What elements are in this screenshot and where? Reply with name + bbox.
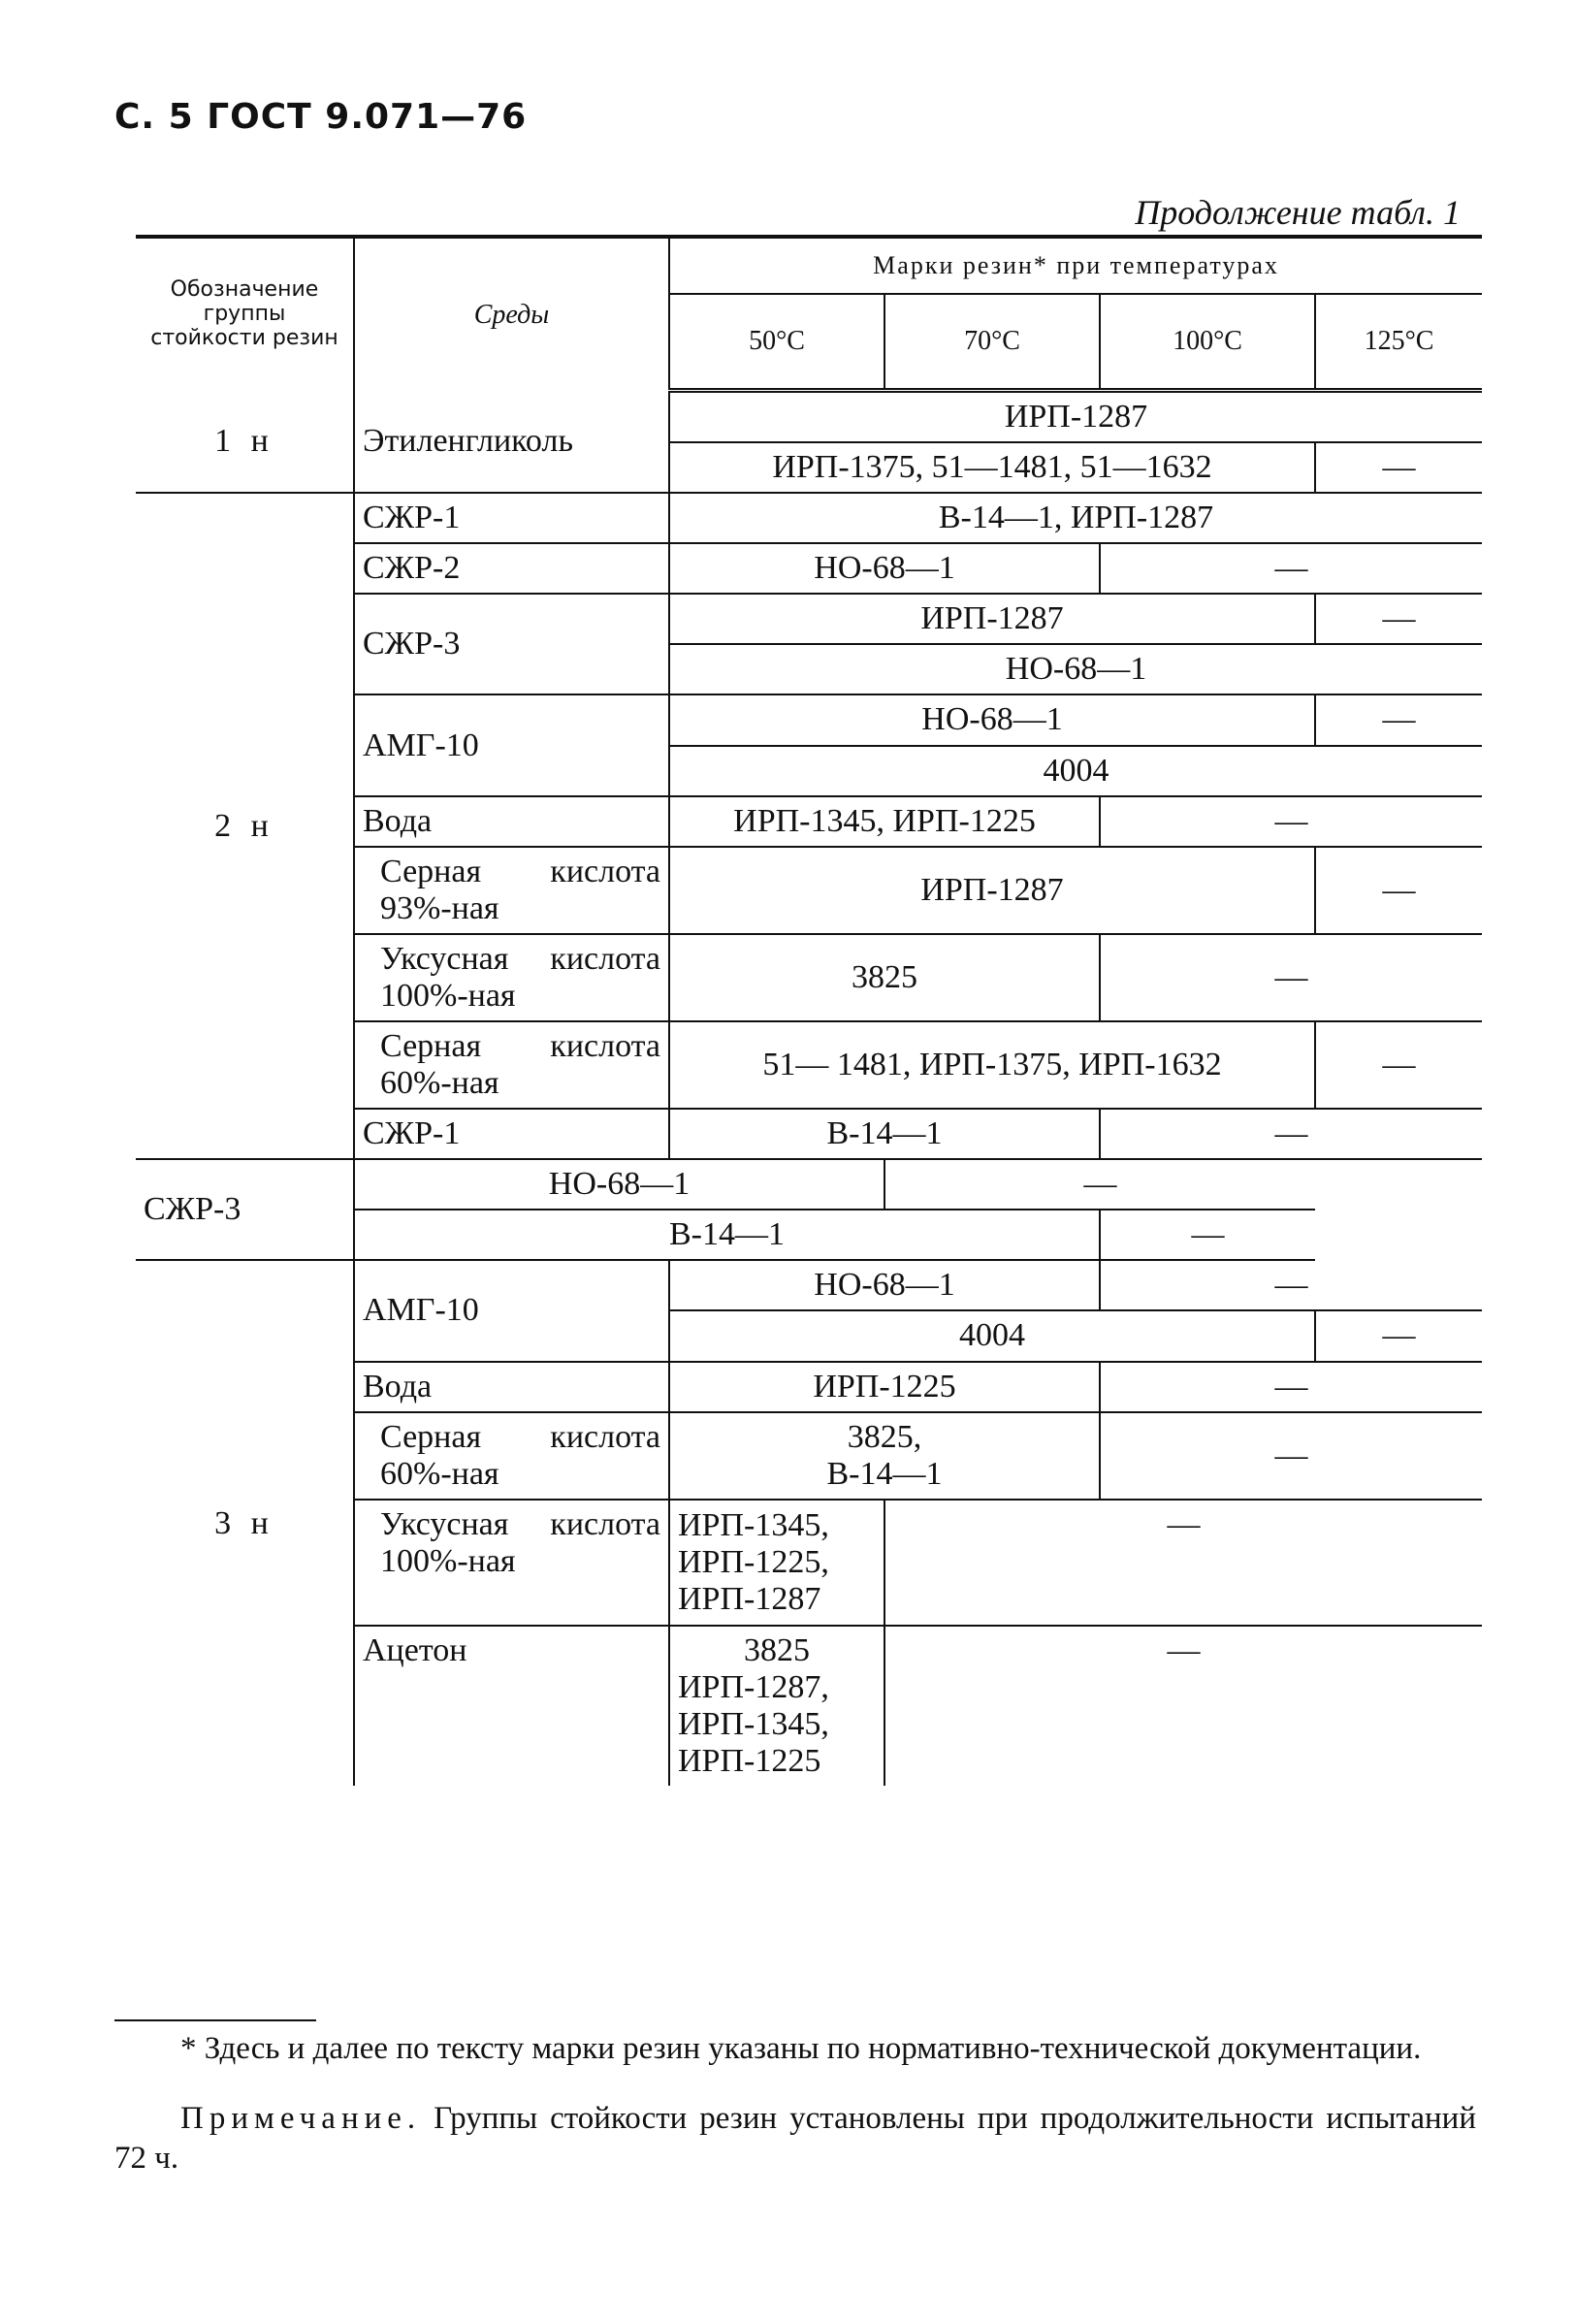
value-cell: В-14—1 bbox=[354, 1210, 1100, 1260]
rubber-resistance-table bbox=[136, 235, 1482, 1786]
medium-cell: СЖР-2 bbox=[354, 543, 669, 594]
value-cell: НО-68—1 bbox=[669, 644, 1482, 694]
dash-cell: — bbox=[1315, 847, 1482, 934]
medium-cell: СЖР-1 bbox=[354, 493, 669, 543]
value-line: ИРП-1345, bbox=[678, 1705, 829, 1742]
medium-cell: Этиленгликоль bbox=[354, 391, 669, 494]
value-line: В-14—1 bbox=[826, 1455, 943, 1492]
note-text: Группы стойкости резин установлены при продолжительности испытаний 72 ч. bbox=[114, 2101, 1476, 2177]
medium-cell: АМГ-10 bbox=[354, 1260, 669, 1361]
value-cell bbox=[669, 1500, 884, 1626]
value-cell: В-14—1 bbox=[669, 1109, 1100, 1159]
value-line: ИРП-1225 bbox=[678, 1743, 821, 1780]
value-cell: ИРП-1225 bbox=[669, 1362, 1100, 1412]
dash-cell: — bbox=[884, 1500, 1482, 1626]
value-cell: 4004 bbox=[669, 1310, 1315, 1361]
dash-cell: — bbox=[1315, 1310, 1482, 1361]
header-media: Среды bbox=[354, 237, 669, 391]
value-cell bbox=[669, 1412, 1100, 1500]
table-caption: Продолжение табл. 1 bbox=[1135, 193, 1461, 232]
header-temp-125: 125°С bbox=[1315, 294, 1482, 391]
group-2n: 2 н bbox=[136, 493, 354, 1159]
header-temp-100: 100°С bbox=[1100, 294, 1315, 391]
value-line: 3825 bbox=[744, 1631, 810, 1668]
note-label: Примечание. bbox=[180, 2101, 422, 2136]
value-cell bbox=[669, 1626, 884, 1786]
value-cell: 4004 bbox=[669, 746, 1482, 796]
value-line: 3825, bbox=[847, 1418, 922, 1455]
medium-cell: СЖР-3 bbox=[354, 594, 669, 694]
note bbox=[114, 2099, 1476, 2179]
medium-cell: Ацетон bbox=[354, 1626, 669, 1786]
header-temp-50: 50°С bbox=[669, 294, 884, 391]
value-line: ИРП-1345, bbox=[678, 1506, 829, 1543]
medium-cell: Вода bbox=[354, 796, 669, 847]
table-row bbox=[136, 391, 1482, 443]
medium-cell: СЖР-3 bbox=[136, 1159, 354, 1260]
dash-cell: — bbox=[1100, 1260, 1482, 1310]
value-line: ИРП-1287, bbox=[678, 1668, 829, 1705]
value-cell: 51— 1481, ИРП-1375, ИРП-1632 bbox=[669, 1021, 1315, 1109]
medium-cell: АМГ-10 bbox=[354, 694, 669, 795]
value-cell: НО-68—1 bbox=[669, 543, 1100, 594]
medium-cell: Вода bbox=[354, 1362, 669, 1412]
value-cell: ИРП-1287 bbox=[669, 391, 1482, 443]
header-marks: Марки резин* при температурах bbox=[669, 237, 1482, 294]
dash-cell: — bbox=[884, 1626, 1482, 1786]
dash-cell: — bbox=[1100, 796, 1482, 847]
group-1n: 1 н bbox=[136, 391, 354, 494]
page-header: С. 5 ГОСТ 9.071—76 bbox=[114, 97, 528, 137]
group-3n: 3 н bbox=[136, 1260, 354, 1786]
footnote-rule bbox=[114, 2019, 316, 2021]
value-line: ИРП-1225, bbox=[678, 1543, 829, 1580]
table-row bbox=[136, 1260, 1482, 1310]
table-row bbox=[136, 493, 1482, 543]
footnote: * Здесь и далее по тексту марки резин указаны по нормативно-технической документации. bbox=[180, 2031, 1422, 2066]
header-group: Обозначение группы стойкости резин bbox=[136, 237, 354, 391]
dash-cell: — bbox=[1315, 694, 1482, 745]
dash-cell: — bbox=[1100, 543, 1482, 594]
value-cell: ИРП-1287 bbox=[669, 594, 1315, 644]
value-cell: ИРП-1287 bbox=[669, 847, 1315, 934]
table-row bbox=[136, 1159, 1482, 1210]
medium-cell: СЖР-1 bbox=[354, 1109, 669, 1159]
dash-cell: — bbox=[1100, 1109, 1482, 1159]
dash-cell: — bbox=[1315, 594, 1482, 644]
value-cell: ИРП-1375, 51—1481, 51—1632 bbox=[669, 442, 1315, 493]
medium-cell: Серная кислота 60%-ная bbox=[354, 1412, 669, 1500]
dash-cell: — bbox=[1315, 442, 1482, 493]
dash-cell: — bbox=[1100, 1210, 1315, 1260]
value-cell: В-14—1, ИРП-1287 bbox=[669, 493, 1482, 543]
value-cell: НО-68—1 bbox=[669, 1260, 1100, 1310]
value-cell: 3825 bbox=[669, 934, 1100, 1021]
dash-cell: — bbox=[1100, 934, 1482, 1021]
value-cell: НО-68—1 bbox=[669, 694, 1315, 745]
value-line: ИРП-1287 bbox=[678, 1580, 821, 1617]
dash-cell: — bbox=[1315, 1021, 1482, 1109]
medium-cell: Уксусная кислота 100%-ная bbox=[354, 1500, 669, 1626]
dash-cell: — bbox=[884, 1159, 1315, 1210]
medium-cell: Серная кислота 60%-ная bbox=[354, 1021, 669, 1109]
medium-cell: Уксусная кислота 100%-ная bbox=[354, 934, 669, 1021]
value-cell: НО-68—1 bbox=[354, 1159, 884, 1210]
medium-cell: Серная кислота 93%-ная bbox=[354, 847, 669, 934]
dash-cell: — bbox=[1100, 1412, 1482, 1500]
header-temp-70: 70°С bbox=[884, 294, 1100, 391]
value-cell: ИРП-1345, ИРП-1225 bbox=[669, 796, 1100, 847]
dash-cell: — bbox=[1100, 1362, 1482, 1412]
